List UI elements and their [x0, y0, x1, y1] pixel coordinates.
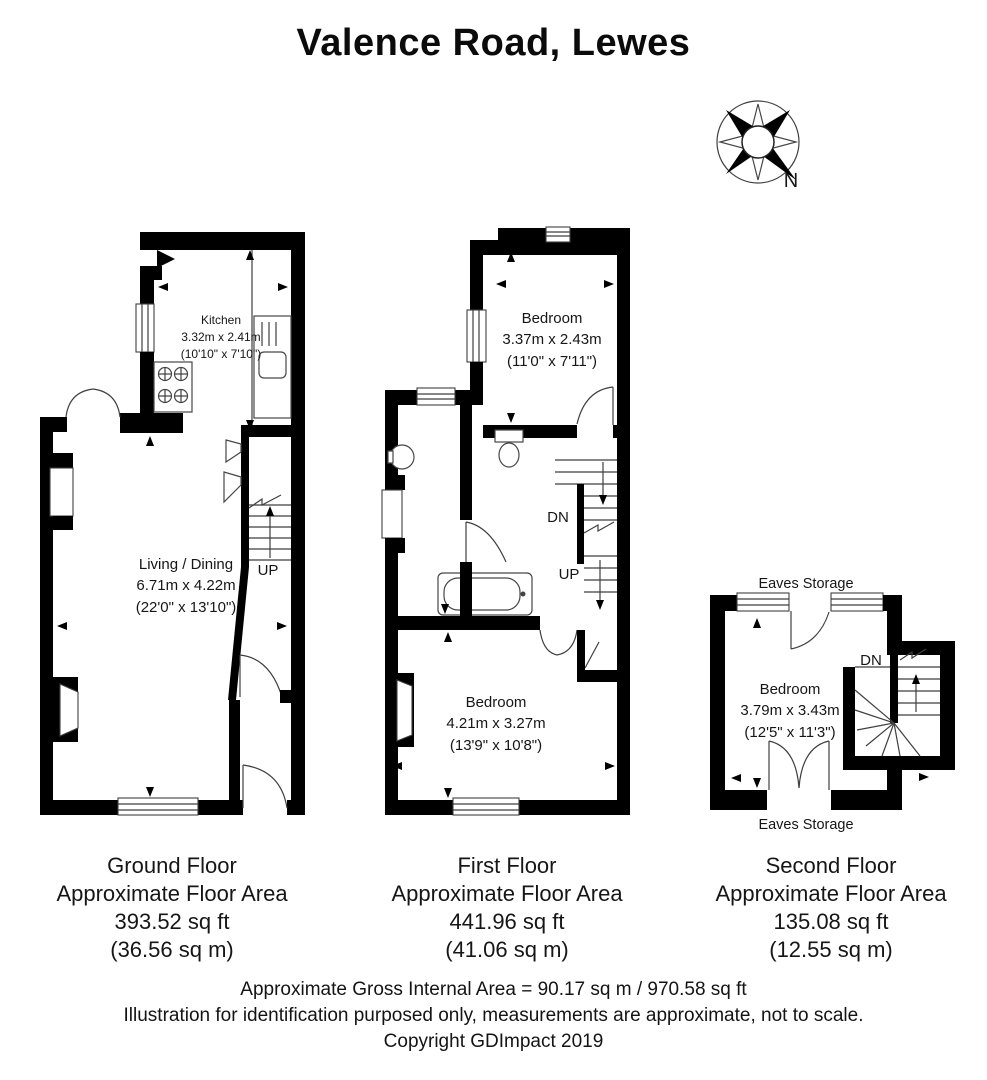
kitchen-window — [136, 304, 154, 352]
kitchen-dim-metric: 3.32m x 2.41m — [181, 330, 261, 345]
footer — [0, 977, 987, 1055]
first-area-sqft: 441.96 sq ft — [449, 909, 565, 934]
kitchen-label — [181, 312, 261, 363]
bedroom-front-door-icon — [540, 630, 599, 668]
bathroom-top-window — [417, 388, 455, 405]
eaves-storage-top-label: Eaves Storage — [758, 576, 854, 592]
page-title: Valence Road, Lewes — [296, 22, 691, 64]
top-door-icon — [791, 611, 829, 649]
compass-north-label: N — [783, 170, 799, 192]
hall-door-icon — [240, 655, 282, 697]
ground-floor-caption — [56, 852, 287, 964]
bottom-french-door-icon — [769, 741, 829, 790]
bedroom-rear-name: Bedroom — [521, 310, 583, 327]
bedroom-rear-dim-imperial: (11'0" x 7'11") — [506, 352, 598, 370]
second-bedroom-name: Bedroom — [759, 681, 821, 698]
french-door-icon — [66, 389, 120, 417]
bedroom-rear-dim-metric: 3.37m x 2.43m — [502, 331, 602, 349]
chimney-window — [546, 227, 570, 242]
bedroom-front-dim-metric: 4.21m x 3.27m — [446, 715, 546, 733]
second-area-label: Approximate Floor Area — [715, 881, 947, 906]
ground-floor-name: Ground Floor — [107, 853, 237, 878]
fireplace-icon — [53, 677, 78, 742]
kitchen-door-leaf — [157, 250, 175, 268]
first-area-sqm: (41.06 sq m) — [445, 937, 569, 962]
kitchen-name: Kitchen — [200, 313, 242, 327]
toilet-icon — [495, 430, 523, 467]
living-dining-label — [136, 554, 237, 618]
bedroom-front-window — [453, 798, 519, 815]
copyright: Copyright GDImpact 2019 — [383, 1031, 604, 1052]
hob-icon — [154, 362, 192, 412]
living-dim-metric: 6.71m x 4.22m — [136, 577, 236, 595]
stairs-up-icon — [249, 495, 291, 560]
living-window-bottom — [118, 798, 198, 815]
second-floor-caption — [715, 852, 946, 964]
ground-floor-plan — [40, 232, 305, 815]
fireplace-icon — [393, 673, 414, 747]
living-dim-imperial: (22'0" x 13'10") — [135, 598, 237, 616]
ground-area-sqm: (36.56 sq m) — [110, 937, 234, 962]
first-floor-name: First Floor — [457, 853, 557, 878]
ground-stairs-up-label: UP — [257, 562, 279, 579]
second-floor-name: Second Floor — [765, 853, 897, 878]
first-stairs-up-label: UP — [558, 566, 580, 583]
first-floor-caption — [391, 852, 622, 964]
kitchen-dim-imperial: (10'10" x 7'10") — [180, 347, 262, 362]
eaves-storage-bottom-label: Eaves Storage — [758, 817, 854, 833]
stairs-dn-up-icon — [555, 460, 617, 610]
disclaimer: Illustration for identification purposed only, measurements are approximate, not to scale. — [123, 1005, 864, 1026]
eaves-hatch-left — [737, 593, 789, 611]
cupboard-doors-icon — [224, 440, 241, 502]
bedroom-front-dim-imperial: (13'9" x 10'8") — [449, 736, 543, 754]
bathroom-window — [382, 490, 402, 538]
living-name: Living / Dining — [138, 556, 234, 573]
eaves-hatch-right — [831, 593, 883, 611]
bathroom-door-icon — [466, 522, 506, 562]
ground-area-sqft: 393.52 sq ft — [114, 909, 230, 934]
bathtub-icon — [438, 573, 532, 615]
gross-internal-area: Approximate Gross Internal Area = 90.17 sq m / 970.58 sq ft — [240, 979, 747, 1000]
bedroom-front-label — [446, 692, 545, 756]
living-window-left — [50, 468, 73, 516]
front-door-icon — [243, 765, 287, 808]
second-bedroom-dim-metric: 3.79m x 3.43m — [740, 702, 840, 720]
ground-area-label: Approximate Floor Area — [56, 881, 288, 906]
first-stairs-dn-label: DN — [547, 509, 569, 526]
second-bedroom-dim-imperial: (12'5" x 11'3") — [744, 723, 836, 741]
bedroom-rear-door-icon — [577, 387, 613, 425]
bedroom-rear-window — [467, 310, 486, 362]
second-bedroom-label — [740, 679, 839, 743]
second-area-sqft: 135.08 sq ft — [773, 909, 889, 934]
second-stairs-dn-label: DN — [860, 652, 882, 669]
second-area-sqm: (12.55 sq m) — [769, 937, 893, 962]
bedroom-front-name: Bedroom — [465, 694, 527, 711]
first-area-label: Approximate Floor Area — [391, 881, 623, 906]
bedroom-rear-label — [502, 308, 601, 372]
